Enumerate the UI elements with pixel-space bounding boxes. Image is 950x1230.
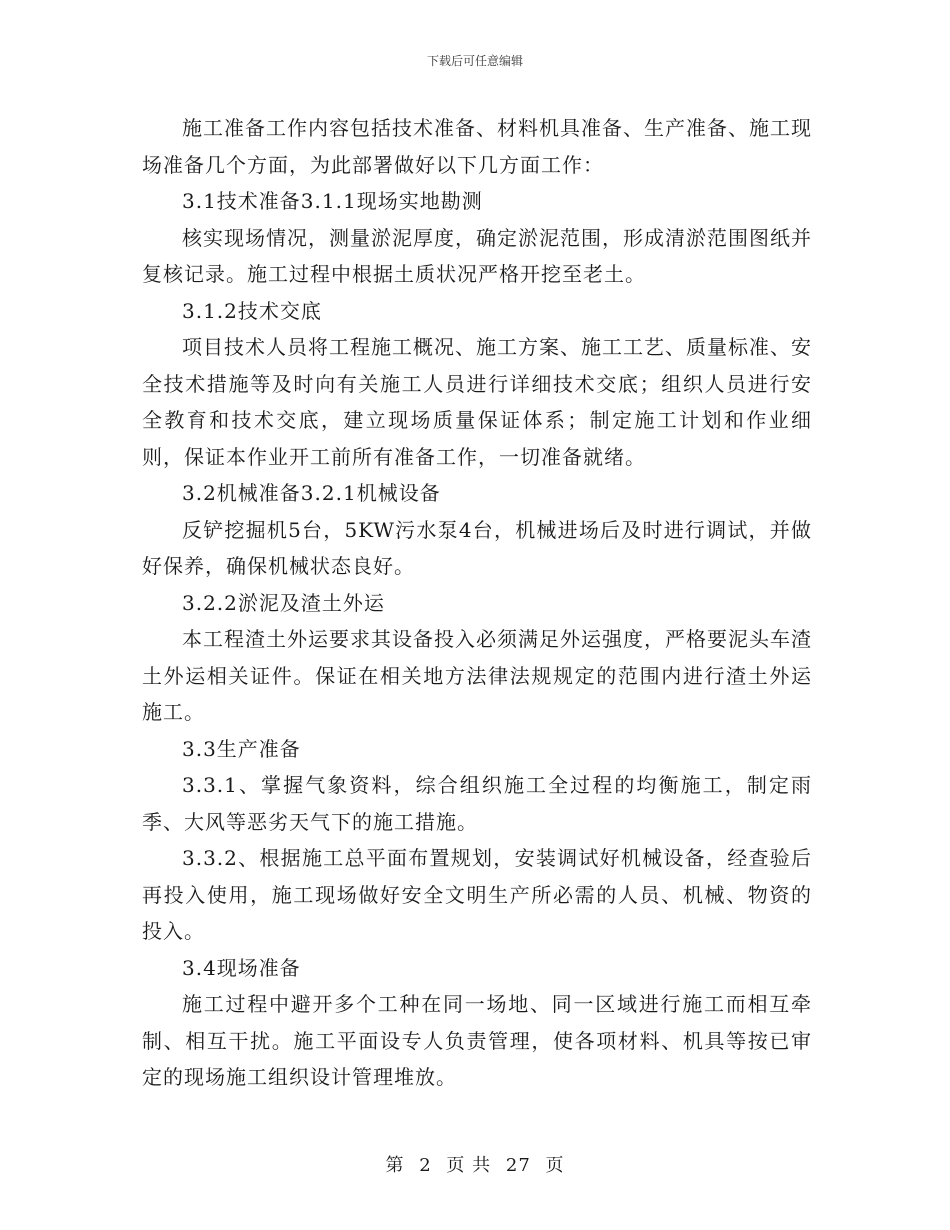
footer-prefix: 第 (385, 1155, 405, 1176)
footer-suffix: 页 (545, 1155, 565, 1176)
paragraph-technical-briefing: 项目技术人员将工程施工概况、施工方案、施工工艺、质量标准、安全技术措施等及时向有关施工人员进行详细技术交底；组织人员进行安全教育和技术交底，建立现场质量保证体系；制定施工计划和作业细则，保证本作业开工前所有准备工作，一切准备就绪。 (142, 335, 812, 469)
current-page-number: 2 (419, 1155, 432, 1176)
total-page-count: 27 (505, 1155, 531, 1176)
document-body (142, 110, 812, 1096)
heading-3-1-2: 3.1.2技术交底 (182, 298, 322, 323)
paragraph-machinery: 反铲挖掘机5台，5KW污水泵4台，机械进场后及时进行调试，并做好保养，确保机械状态良好。 (142, 517, 812, 578)
footer-middle: 页 共 (446, 1155, 492, 1176)
heading-3-4: 3.4现场准备 (182, 955, 301, 980)
page-header (0, 53, 950, 69)
header-text: 下载后可任意编辑 (426, 54, 523, 68)
paragraph-survey: 核实现场情况，测量淤泥厚度，确定淤泥范围，形成清淤范围图纸并复核记录。施工过程中根据土质状况严格开挖至老土。 (142, 225, 812, 286)
heading-3-2-2: 3.2.2淤泥及渣土外运 (182, 590, 385, 615)
heading-3-1: 3.1技术准备3.1.1现场实地勘测 (182, 189, 483, 213)
paragraph-intro: 施工准备工作内容包括技术准备、材料机具准备、生产准备、施工现场准备几个方面，为此部署做好以下几方面工作： (142, 116, 812, 177)
page-footer (0, 1154, 950, 1178)
heading-3-3: 3.3生产准备 (182, 736, 301, 761)
paragraph-site-prep: 施工过程中避开多个工种在同一场地、同一区域进行施工而相互牵制、相互干扰。施工平面设专人负责管理，使各项材料、机具等按已审定的现场施工组织设计管理堆放。 (142, 992, 812, 1089)
heading-3-2: 3.2机械准备3.2.1机械设备 (182, 481, 441, 505)
paragraph-soil-transport: 本工程渣土外运要求其设备投入必须满足外运强度，严格要泥头车渣土外运相关证件。保证在相关地方法律法规规定的范围内进行渣土外运施工。 (142, 627, 812, 724)
paragraph-weather: 3.3.1、掌握气象资料，综合组织施工全过程的均衡施工，制定雨季、大风等恶劣天气下的施工措施。 (142, 773, 812, 834)
paragraph-layout-plan: 3.3.2、根据施工总平面布置规划，安装调试好机械设备，经查验后再投入使用，施工现场做好安全文明生产所必需的人员、机械、物资的投入。 (142, 846, 812, 943)
